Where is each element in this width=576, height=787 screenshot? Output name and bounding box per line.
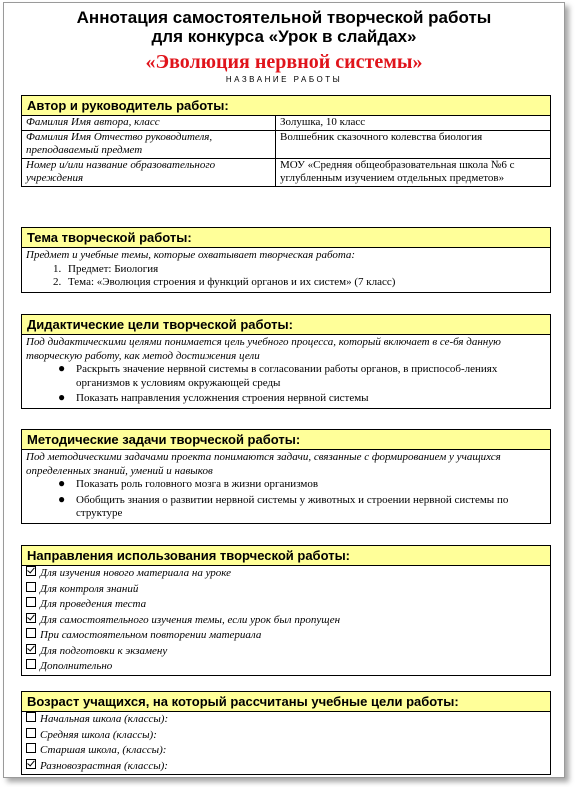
method-section — [21, 429, 551, 524]
school-value: МОУ «Средняя общеобразовательная школа №6 с углубленным изучением отдельных предметов» — [276, 158, 551, 186]
theme-section — [21, 227, 551, 293]
usage-option-extra[interactable]: Дополнительно — [22, 659, 550, 675]
list-item: ● Показать роль головного мозга в жизни организмов — [58, 476, 319, 490]
usage-heading: Направления использования творческой работы: — [22, 546, 550, 566]
checkbox-icon[interactable] — [26, 582, 36, 592]
checkbox-checked-icon[interactable] — [26, 566, 36, 576]
usage-option-review[interactable]: При самостоятельном повторении материала — [22, 628, 550, 644]
checkbox-icon[interactable] — [26, 712, 36, 722]
bullet-icon: ● — [58, 476, 66, 490]
theme-list — [22, 263, 550, 290]
age-heading: Возраст учащихся, на который рассчитаны учебные цели работы: — [22, 692, 550, 712]
author-heading: Автор и руководитель работы: — [22, 96, 550, 116]
title-line-2: для конкурса «Урок в слайдах» — [151, 27, 417, 46]
usage-checklist — [22, 566, 550, 675]
title-line-1: Аннотация самостоятельной творческой работы — [76, 8, 492, 27]
checkbox-checked-icon[interactable] — [26, 613, 36, 623]
list-item: 1. Предмет: Биология — [64, 263, 550, 277]
method-intro: Под методическими задачами проекта понимаются задачи, связанные с формированием у учащихся определенных знаний, умений и навыков — [26, 451, 501, 477]
list-item: ● Показать направления усложнения строения нервной системы — [58, 390, 369, 404]
checkbox-icon[interactable] — [26, 659, 36, 669]
usage-option-exam[interactable]: Для подготовки к экзамену — [22, 644, 550, 660]
document-title — [4, 8, 564, 46]
theme-intro: Предмет и учебные темы, которые охватывает творческая работа: — [26, 249, 356, 261]
didactic-intro: Под дидактическими целями понимается цель учебного процесса, который включает в се-бя данную творческую работу, как метод достижения цели — [26, 336, 501, 362]
list-item: 2. Тема: «Эволюция строения и функций органов и их систем» (7 класс) — [64, 276, 550, 290]
list-item: ● Обобщить знания о развитии нервной системы у животных и строении нервной системы по структуре — [58, 491, 509, 519]
didactic-list — [22, 363, 550, 406]
author-name-value: Золушка, 10 класс — [280, 116, 366, 128]
age-option-mixed[interactable]: Разновозрастная (классы): — [22, 759, 550, 775]
bullet-icon: ● — [58, 361, 66, 375]
usage-option-test[interactable]: Для проведения теста — [22, 597, 550, 613]
age-option-middle[interactable]: Средняя школа (классы): — [22, 728, 550, 744]
checkbox-checked-icon[interactable] — [26, 759, 36, 769]
usage-option-new-material[interactable]: Для изучения нового материала на уроке — [22, 566, 550, 582]
usage-section — [21, 545, 551, 676]
method-heading: Методические задачи творческой работы: — [22, 430, 550, 450]
table-row — [22, 116, 550, 130]
age-section — [21, 691, 551, 775]
didactic-heading: Дидактические цели творческой работы: — [22, 315, 550, 335]
list-item: ● Раскрыть значение нервной системы в согласовании работы органов, в приспособ-лениях организмов к условиям окружающей среды — [58, 361, 498, 389]
method-list — [22, 478, 550, 521]
age-option-primary[interactable]: Начальная школа (классы): — [22, 712, 550, 728]
checkbox-checked-icon[interactable] — [26, 644, 36, 654]
work-title: «Эволюция нервной системы» — [145, 51, 423, 73]
checkbox-icon[interactable] — [26, 597, 36, 607]
age-option-senior[interactable]: Старшая школа, (классы): — [22, 743, 550, 759]
theme-heading: Тема творческой работы: — [22, 228, 550, 248]
checkbox-icon[interactable] — [26, 728, 36, 738]
checkbox-icon[interactable] — [26, 743, 36, 753]
author-table — [22, 116, 550, 186]
author-name-label: Фамилия Имя автора, класс — [22, 116, 276, 130]
bullet-icon: ● — [58, 491, 66, 506]
supervisor-label: Фамилия Имя Отчество руководителя, преподаваемый предмет — [22, 130, 276, 158]
table-row — [22, 158, 550, 186]
table-row — [22, 130, 550, 158]
didactic-section — [21, 314, 551, 409]
school-label: Номер и/или название образовательного учреждения — [22, 158, 276, 186]
annotation-page — [3, 2, 565, 778]
usage-option-control[interactable]: Для контроля знаний — [22, 582, 550, 598]
supervisor-value: Волшебник сказочного колевства биология — [276, 130, 551, 158]
bullet-icon: ● — [58, 390, 66, 404]
usage-option-self-study[interactable]: Для самостоятельного изучения темы, если урок был пропущен — [22, 613, 550, 629]
work-title-caption: НАЗВАНИЕ РАБОТЫ — [225, 75, 343, 84]
age-checklist — [22, 712, 550, 774]
checkbox-icon[interactable] — [26, 628, 36, 638]
author-section — [21, 95, 551, 187]
